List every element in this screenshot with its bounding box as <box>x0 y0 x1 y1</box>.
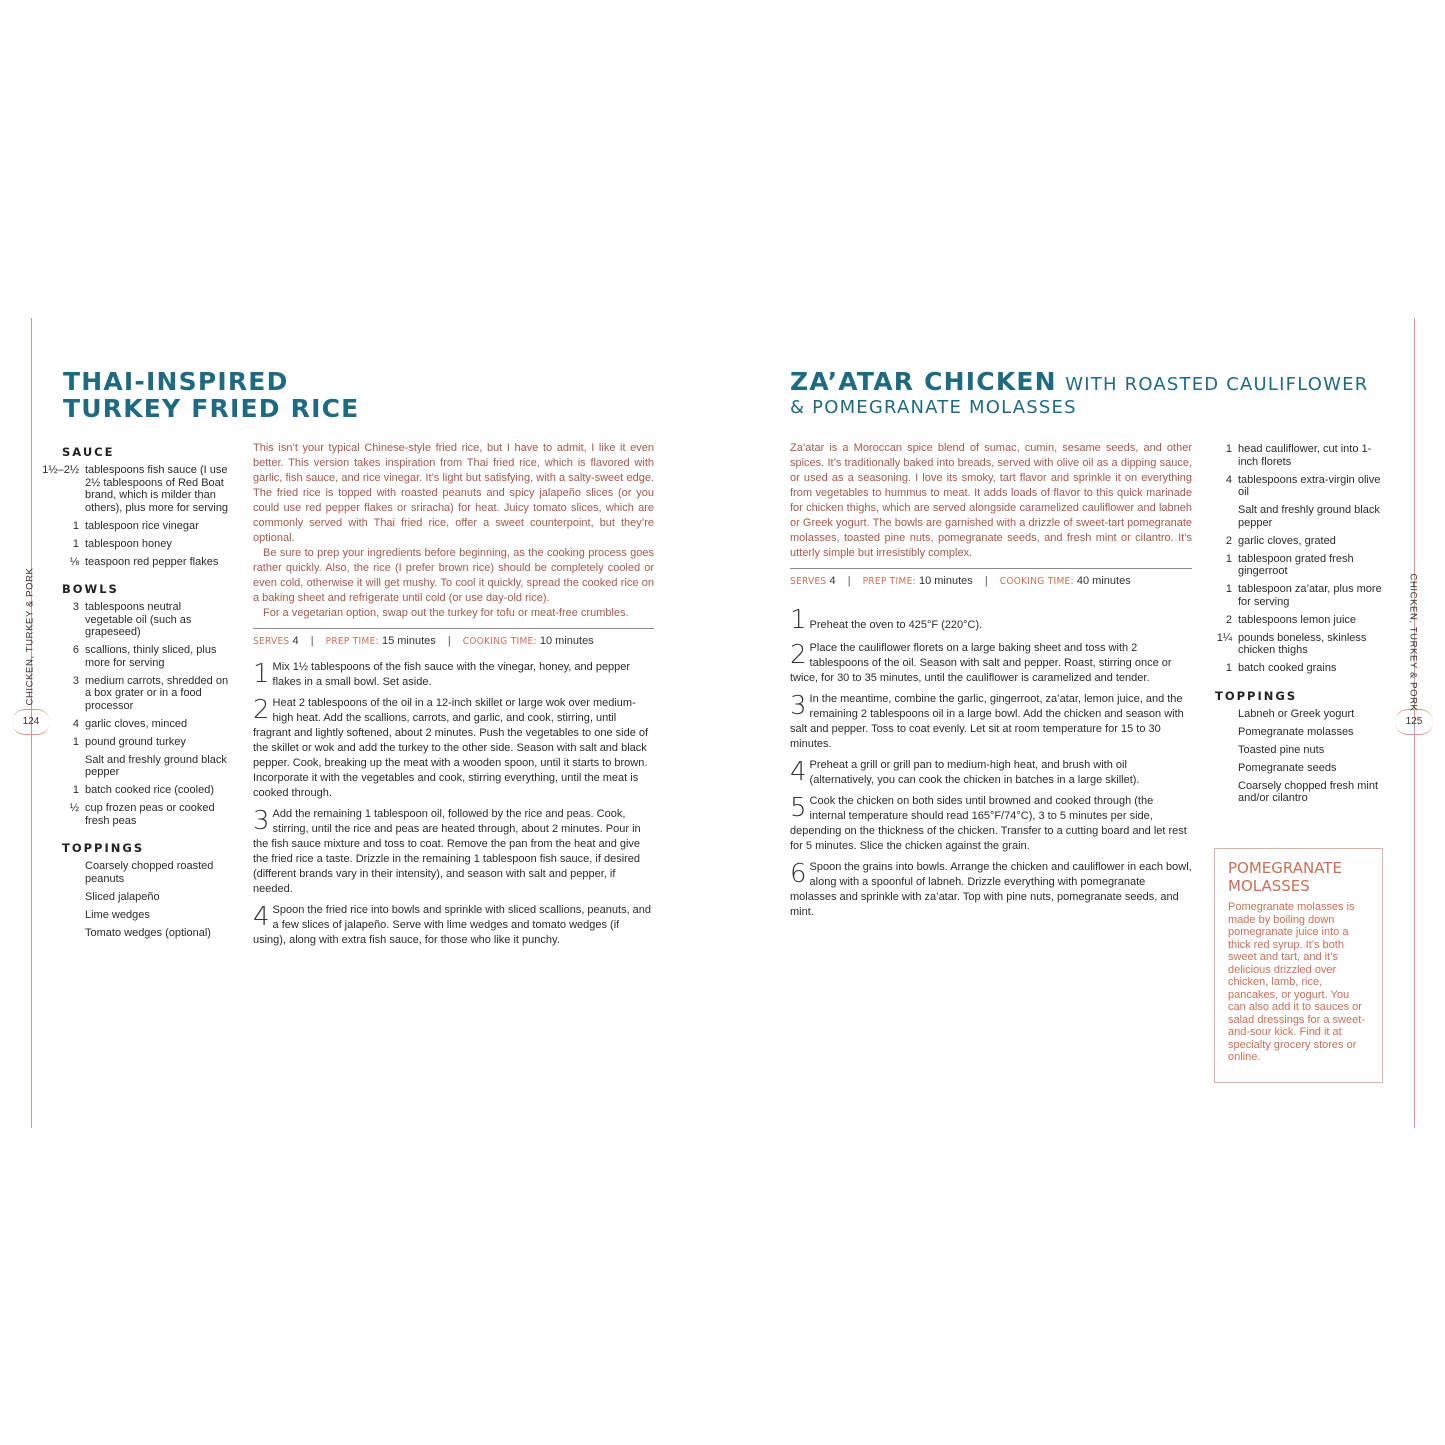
right-side-tab: CHICKEN, TURKEY & PORK <box>1407 573 1419 712</box>
cook-value: 10 minutes <box>539 635 594 647</box>
step-text: Add the remaining 1 tablespoon oil, followed by the rice and peas. Cook, stirring, until the rice and peas are heated through, about 2 minutes. Pour in the fish sauce mixture and toss to coat. Remove the pan from the heat and give the fried rice a taste. Drizzle in the remaining 1 tablespoon fish sauce, if desired (different brands vary in their intensity), and season with salt and pepper, if needed. <box>253 808 641 895</box>
ingredient-item: Coarsely chopped roasted peanuts <box>85 860 214 885</box>
ingredient-item: 1¼ pounds boneless, skinless chicken thighs <box>1216 631 1367 656</box>
cook-label: COOKING TIME: <box>999 576 1074 587</box>
step <box>790 641 1192 686</box>
cook-value: 40 minutes <box>1076 575 1131 587</box>
main-ingredients <box>1205 443 1385 675</box>
ingredient-item: 1 tablespoon za’atar, plus more for serving <box>1225 583 1382 608</box>
ingredient-item: 1 tablespoon honey <box>72 537 172 550</box>
step-text: Spoon the fried rice into bowls and sprinkle with sliced scallions, peanuts, and a few slices of jalapeño. Serve with lime wedges and tomato wedges (if using), along with extra fish sauce, for those who like it punchy. <box>253 904 652 946</box>
bowls-heading: BOWLS <box>62 582 119 596</box>
left-steps <box>253 660 654 948</box>
serves-label: SERVES <box>790 576 827 587</box>
ingredient-item: 6 scallions, thinly sliced, plus more for serving <box>72 644 217 669</box>
left-title-line-1: THAI-INSPIRED <box>63 367 289 396</box>
bowls-section <box>40 582 230 827</box>
intro-paragraph: Za’atar is a Moroccan spice blend of sumac, cumin, sesame seeds, and other spices. It’s traditionally baked into breads, served with olive oil as a dipping sauce, or used as a seasoning. I love its smoky, tart flavor and sprinkle it on everything from vegetables to hummus to meat. It adds loads of flavor to this quick marinade for chicken thighs, which are served alongside caramelized cauliflower and labneh or Greek yogurt. The bowls are garnished with a drizzle of sweet-tart pomegranate molasses, toasted pine nuts, pomegranate seeds, and fresh mint or cilantro. It’s utterly simple but irresistibly complex. <box>790 442 1192 559</box>
ingredient-item: 3 tablespoons neutral vegetable oil (such as grapeseed) <box>72 601 192 638</box>
step <box>253 807 654 897</box>
ingredient-item: 1½–2½ tablespoons fish sauce (I use 2½ tablespoons of Red Boat brand, which is milder than others), plus more for serving <box>42 464 229 514</box>
step-number: 3 <box>790 691 807 721</box>
ingredient-item: Labneh or Greek yogurt <box>1238 707 1355 720</box>
ingredient-item: 1 head cauliflower, cut into 1-inch florets <box>1225 443 1372 468</box>
left-intro-text <box>253 441 654 621</box>
prep-value: 15 minutes <box>381 635 436 647</box>
ingredient-item: 1 pound ground turkey <box>72 735 186 748</box>
prep-label: PREP TIME: <box>325 636 379 647</box>
serves-value: 4 <box>292 635 299 647</box>
serves-value: 4 <box>829 575 836 587</box>
step-number: 2 <box>253 695 270 725</box>
ingredient-item: Toasted pine nuts <box>1238 743 1325 756</box>
ingredient-item: ½ cup frozen peas or cooked fresh peas <box>69 802 215 827</box>
cook-label: COOKING TIME: <box>462 636 537 647</box>
ingredient-item: ⅛ teaspoon red pepper flakes <box>69 555 219 568</box>
left-recipe-title <box>63 368 359 422</box>
left-toppings-section <box>40 841 230 939</box>
right-recipe-title <box>790 368 1390 418</box>
left-meta-line: SERVES 4 | PREP TIME: 15 minutes | COOKING TIME: 10 minutes <box>253 628 654 647</box>
intro-paragraph: This isn’t your typical Chinese-style fried rice, but I have to admit, I like it even better. This version takes inspiration from Thai fried rice, which is flavored with garlic, fish sauce, and rice vinegar. It’s light but satisfying, with a salty-sweet edge. The fried rice is topped with roasted peanuts and spicy jalapeño slices (or you could use red pepper flakes or sriracha) for heat. Juicy tomato slices, which are commonly served with Thai fried rice, offer a sweet counterpoint, but they’re optional. <box>253 442 654 544</box>
ingredient-item: Coarsely chopped fresh mint and/or cilantro <box>1238 779 1379 804</box>
step-number: 4 <box>790 757 807 787</box>
sauce-heading: SAUCE <box>62 445 115 459</box>
sidebar-body: Pomegranate molasses is made by boiling down pomegranate juice into a thick red syrup. It’s both sweet and tart, and it’s delicious drizzled over chicken, lamb, rice, pancakes, or yogurt. You can also add it to sauces or salad dressings for a sweet-and-sour kick. Find it at specialty grocery stores or online. <box>1228 901 1365 1063</box>
left-toppings-heading: TOPPINGS <box>62 841 145 855</box>
right-toppings-section <box>1205 689 1385 805</box>
step-number: 1 <box>253 659 270 689</box>
ingredient-item: Sliced jalapeño <box>85 890 160 903</box>
ingredient-item: Salt and freshly ground black pepper <box>85 753 227 778</box>
right-steps <box>790 606 1192 920</box>
prep-label: PREP TIME: <box>862 576 916 587</box>
step-text: Heat 2 tablespoons of the oil in a 12-inch skillet or large wok over medium-high heat. Add the scallions, carrots, and garlic, and cook, stirring, until fragrant and lightly softened, about 2 minutes. Push the vegetables to one side of the skillet or wok and add the turkey to the other side. Season with salt and black pepper. Cook, breaking up the meat with a wooden spoon, until it starts to brown. Incorporate it with the vegetables and cook, stirring everything, until the meat is cooked through. <box>253 697 649 799</box>
right-title-sub-1: WITH ROASTED CAULIFLOWER <box>1065 374 1369 395</box>
right-meta-line: SERVES 4 | PREP TIME: 10 minutes | COOKING TIME: 40 minutes <box>790 568 1192 587</box>
right-title-sub-2: & POMEGRANATE MOLASSES <box>790 397 1077 418</box>
right-title-main: ZA’ATAR CHICKEN <box>790 367 1057 396</box>
serves-label: SERVES <box>253 636 290 647</box>
right-intro-text <box>790 441 1192 561</box>
ingredient-item: 4 tablespoons extra-virgin olive oil <box>1225 473 1381 498</box>
ingredient-item: Lime wedges <box>85 908 150 921</box>
sauce-section <box>40 445 230 568</box>
ingredient-item: Pomegranate seeds <box>1238 761 1337 774</box>
ingredient-item: Tomato wedges (optional) <box>85 926 211 939</box>
right-ingredient-list <box>1205 443 1385 810</box>
ingredient-item: Pomegranate molasses <box>1238 725 1354 738</box>
left-side-tab: CHICKEN, TURKEY & PORK <box>24 567 36 706</box>
step-text: Cook the chicken on both sides until browned and cooked through (the internal temperature should read 165°F/74°C), 3 to 5 minutes per side, depending on the thickness of the chicken. Transfer to a cutting board and let rest for 5 minutes. Slice the chicken against the grain. <box>790 795 1187 852</box>
ingredient-item: 1 batch cooked grains <box>1225 662 1337 674</box>
step <box>790 758 1192 788</box>
intro-paragraph: For a vegetarian option, swap out the turkey for tofu or meat-free crumbles. <box>263 607 629 619</box>
right-page-number: 125 <box>1405 716 1423 727</box>
step-text: Spoon the grains into bowls. Arrange the chicken and cauliflower in each bowl, along with a spoonful of labneh. Drizzle everything with pomegranate molasses and sprinkle with za’atar. Top with pine nuts, pomegranate seeds, and mint. <box>790 861 1192 918</box>
intro-paragraph: Be sure to prep your ingredients before beginning, as the cooking process goes rather quickly. Also, the rice (I prefer brown rice) should be completely cooled or even cold, otherwise it will get mushy. To cool it quickly, spread the cooked rice on a baking sheet and refrigerate until cold (or use day-old rice). <box>253 547 654 604</box>
step-number: 5 <box>790 793 807 823</box>
prep-value: 10 minutes <box>918 575 973 587</box>
step-text: In the meantime, combine the garlic, gingerroot, za’atar, lemon juice, and the remaining 2 tablespoons oil in a large bowl. Add the chicken and season with salt and pepper. Toss to coat evenly. Let sit at room temperature for 15 to 30 minutes. <box>790 693 1184 750</box>
step-number: 4 <box>253 902 270 932</box>
ingredient-item: Salt and freshly ground black pepper <box>1238 504 1380 529</box>
step-number: 3 <box>253 806 270 836</box>
step <box>253 903 654 948</box>
left-title-line-2: TURKEY FRIED RICE <box>63 394 360 423</box>
pomegranate-molasses-sidebar <box>1214 848 1383 1083</box>
step <box>253 696 654 801</box>
step-text: Preheat the oven to 425°F (220°C). <box>809 619 983 631</box>
ingredient-item: 3 medium carrots, shredded on a box grater or in a food processor <box>72 674 229 712</box>
left-page-number: 124 <box>22 716 40 727</box>
step <box>790 860 1192 920</box>
step <box>790 794 1192 854</box>
right-toppings-heading: TOPPINGS <box>1215 688 1298 703</box>
ingredient-item: 1 batch cooked rice (cooled) <box>72 784 215 796</box>
ingredient-item: 4 garlic cloves, minced <box>72 717 188 730</box>
step <box>253 660 654 690</box>
ingredient-item: 1 tablespoon grated fresh gingerroot <box>1225 552 1354 577</box>
step-number: 1 <box>790 605 807 635</box>
step-number: 2 <box>790 640 807 670</box>
step-text: Preheat a grill or grill pan to medium-high heat, and brush with oil (alternatively, you can cook the chicken in batches in a large skillet). <box>809 759 1140 786</box>
step <box>790 606 1192 633</box>
step-text: Mix 1½ tablespoons of the fish sauce with the vinegar, honey, and pepper flakes in a small bowl. Set aside. <box>272 661 631 688</box>
sidebar-heading-line-2: MOLASSES <box>1228 877 1310 895</box>
ingredient-item: 2 tablespoons lemon juice <box>1225 613 1357 626</box>
step <box>790 692 1192 752</box>
sidebar-heading-line-1: POMEGRANATE <box>1228 859 1342 877</box>
step-number: 6 <box>790 859 807 889</box>
ingredient-item: 1 tablespoon rice vinegar <box>72 519 199 532</box>
ingredient-item: 2 garlic cloves, grated <box>1225 534 1336 547</box>
step-text: Place the cauliflower florets on a large baking sheet and toss with 2 tablespoons of the oil. Season with salt and pepper. Roast, stirring once or twice, for 30 to 35 minutes, until the cauliflower is caramelized and tender. <box>790 642 1172 684</box>
left-ingredient-list <box>40 445 230 945</box>
